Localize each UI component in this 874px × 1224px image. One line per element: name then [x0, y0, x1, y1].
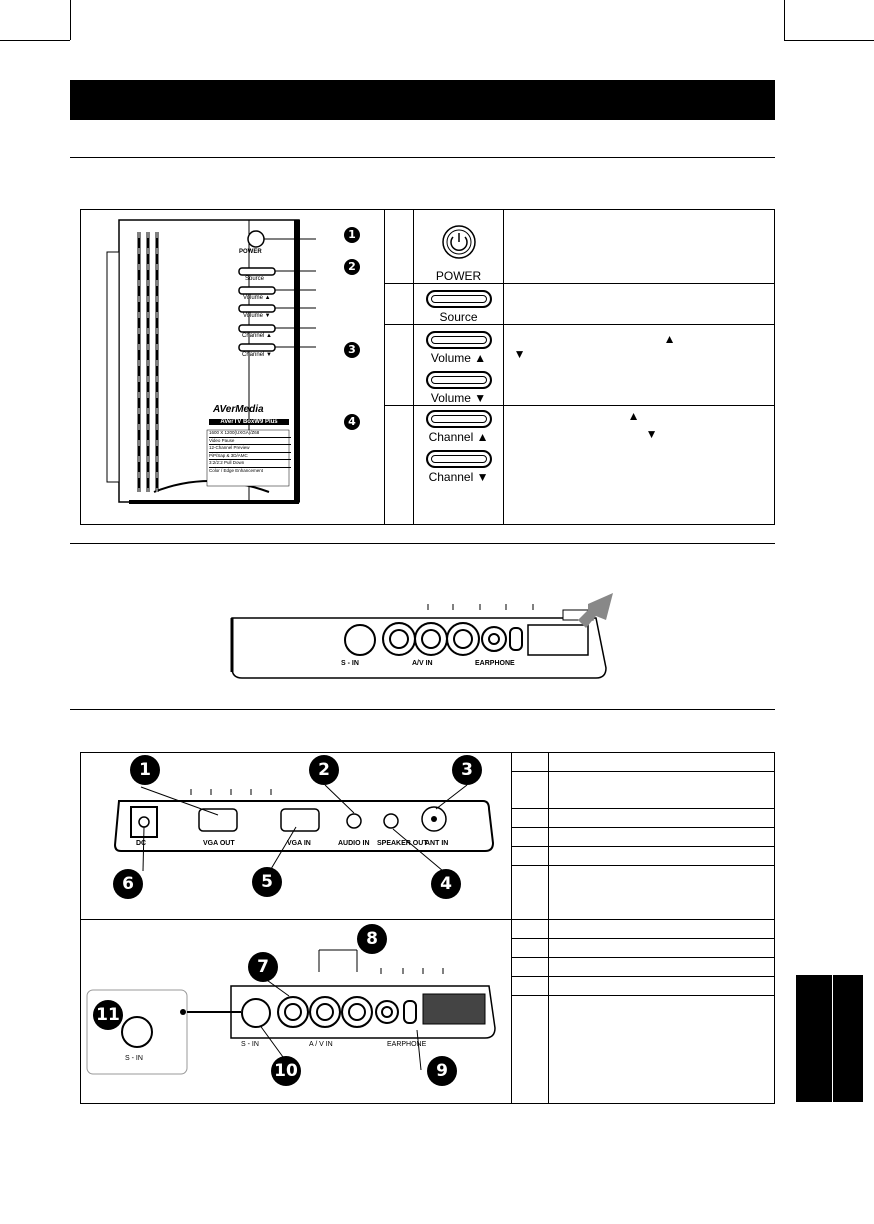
switch-knob — [509, 627, 523, 651]
index-cell — [512, 977, 549, 996]
down-arrow-icon: ▼ — [645, 427, 658, 441]
s-in-inset-jack — [121, 1016, 153, 1048]
chapter-tab — [796, 975, 832, 1102]
av-in-jack-video — [309, 996, 341, 1028]
index-cell — [512, 772, 549, 809]
power-desc-cell — [503, 210, 774, 284]
rear-label-vga-out: VGA OUT — [203, 840, 235, 847]
rear-label-speaker-out: SPEAKER OUT — [377, 840, 428, 847]
callout-5: 5 — [252, 867, 282, 897]
back-panel-table — [80, 752, 775, 1104]
front-label-volume-down: Volume ▼ — [243, 313, 271, 319]
index-cell — [385, 284, 414, 325]
crop-mark — [784, 0, 785, 40]
volume-desc-cell — [503, 325, 774, 406]
index-cell — [385, 210, 414, 284]
source-button-cell — [414, 284, 503, 325]
feature-item: 3:2/2:2 Pull Down — [209, 460, 291, 468]
callout-2: 2 — [309, 755, 339, 785]
feature-item: Color / Edge Enhancement — [209, 467, 264, 473]
index-cell — [512, 809, 549, 828]
av-in-jack-video — [414, 622, 448, 656]
crop-mark — [70, 0, 71, 40]
av-in-jack-l — [382, 622, 416, 656]
inset-label-s-in: S - IN — [125, 1055, 143, 1062]
desc-cell — [549, 809, 775, 828]
side2-label-av-in: A / V IN — [309, 1041, 333, 1048]
volume-down-label: Volume ▼ — [430, 391, 487, 405]
desc-cell — [549, 977, 775, 996]
index-cell — [512, 958, 549, 977]
channel-down-label: Channel ▼ — [428, 470, 489, 484]
s-in-jack — [344, 624, 376, 656]
feature-item: 12-Channel Preview — [209, 445, 291, 453]
device-front-drawing — [99, 212, 316, 506]
feature-list — [209, 430, 291, 474]
rear-label-audio-in: AUDIO IN — [338, 840, 370, 847]
desc-cell — [549, 753, 775, 772]
crop-mark — [0, 40, 70, 41]
desc-cell — [549, 847, 775, 866]
channel-up-label: Channel ▲ — [428, 430, 489, 444]
index-cell — [512, 847, 549, 866]
callout-4: 4 — [431, 869, 461, 899]
side-panel-figure-2 — [81, 920, 511, 1106]
desc-cell — [549, 920, 775, 939]
index-cell — [512, 939, 549, 958]
callout-1: 1 — [130, 755, 160, 785]
callout-11: 11 — [93, 1000, 123, 1030]
callout-3: 3 — [344, 342, 360, 358]
brand-logo: AVerMedia — [213, 404, 264, 415]
power-icon — [439, 222, 479, 262]
chapter-tab — [833, 975, 863, 1102]
up-arrow-icon: ▲ — [627, 409, 640, 423]
callout-7: 7 — [248, 952, 278, 982]
feature-item: PiP/Sap & 3D/AMC — [209, 453, 291, 461]
source-label: Source — [439, 310, 478, 324]
channel-down-button-icon — [426, 450, 492, 468]
rear-panel-figure-cell — [81, 753, 512, 920]
index-cell — [512, 866, 549, 920]
side-label-earphone: EARPHONE — [475, 660, 515, 667]
av-in-jack-r — [341, 996, 373, 1028]
callout-6: 6 — [113, 869, 143, 899]
callout-8: 8 — [357, 924, 387, 954]
rear-label-ant-in: ANT IN — [425, 840, 449, 847]
desc-cell — [549, 866, 775, 920]
front-label-channel-down: Channel ▼ — [242, 352, 272, 358]
desc-cell — [549, 958, 775, 977]
section-header-bar — [70, 80, 775, 120]
desc-cell — [549, 828, 775, 847]
index-cell — [512, 920, 549, 939]
source-desc-cell — [503, 284, 774, 325]
channel-buttons-cell — [414, 406, 503, 525]
callout-3: 3 — [452, 755, 482, 785]
front-label-volume-up: Volume ▲ — [243, 295, 271, 301]
divider — [70, 543, 775, 544]
switch-knob — [403, 1000, 417, 1024]
power-label: POWER — [435, 269, 482, 283]
callout-10: 10 — [271, 1056, 301, 1086]
channel-desc-cell — [503, 406, 774, 525]
desc-cell — [549, 772, 775, 809]
rear-panel-figure — [81, 753, 511, 917]
power-icon-cell — [414, 210, 503, 284]
index-cell — [512, 753, 549, 772]
callout-1: 1 — [344, 227, 360, 243]
front-label-source: Source — [245, 276, 265, 282]
earphone-jack — [481, 626, 507, 652]
callout-2: 2 — [344, 259, 360, 275]
model-name: AVerTV BoxW9 Plus — [209, 419, 289, 425]
callout-9: 9 — [427, 1056, 457, 1086]
index-cell — [512, 996, 549, 1104]
side2-label-s-in: S - IN — [241, 1041, 259, 1048]
feature-item: Video Pause — [209, 438, 291, 446]
side-panel-figure — [228, 588, 618, 684]
side2-label-earphone: EARPHONE — [387, 1041, 427, 1048]
av-in-jack-l — [277, 996, 309, 1028]
divider — [70, 709, 775, 710]
index-cell — [512, 828, 549, 847]
front-label-channel-up: Channel ▲ — [242, 333, 272, 339]
side-label-av-in: A/V IN — [412, 660, 433, 667]
volume-buttons-cell — [414, 325, 503, 406]
side-label-s-in: S - IN — [341, 660, 359, 667]
down-arrow-icon: ▼ — [513, 347, 526, 361]
channel-up-button-icon — [426, 410, 492, 428]
index-cell — [385, 406, 414, 525]
av-in-jack-r — [446, 622, 480, 656]
divider — [70, 157, 775, 158]
callout-4: 4 — [344, 414, 360, 430]
volume-down-button-icon — [426, 371, 492, 389]
s-in-jack — [241, 998, 271, 1028]
desc-cell — [549, 996, 775, 1104]
volume-up-button-icon — [426, 331, 492, 349]
volume-up-label: Volume ▲ — [430, 351, 487, 365]
front-label-power: POWER — [239, 249, 262, 255]
rear-label-dc: DC — [136, 840, 147, 847]
front-panel-table — [80, 209, 775, 525]
front-panel-figure-cell — [81, 210, 385, 525]
earphone-jack — [375, 1000, 399, 1024]
index-cell — [385, 325, 414, 406]
side-panel-figure-cell — [81, 920, 512, 1104]
up-arrow-icon: ▲ — [663, 332, 676, 346]
crop-mark — [784, 40, 874, 41]
rear-label-vga-in: VGA IN — [287, 840, 311, 847]
desc-cell — [549, 939, 775, 958]
feature-item: 1600 X 1200(UXGA)/Z68 — [209, 430, 291, 438]
source-button-icon — [426, 290, 492, 308]
